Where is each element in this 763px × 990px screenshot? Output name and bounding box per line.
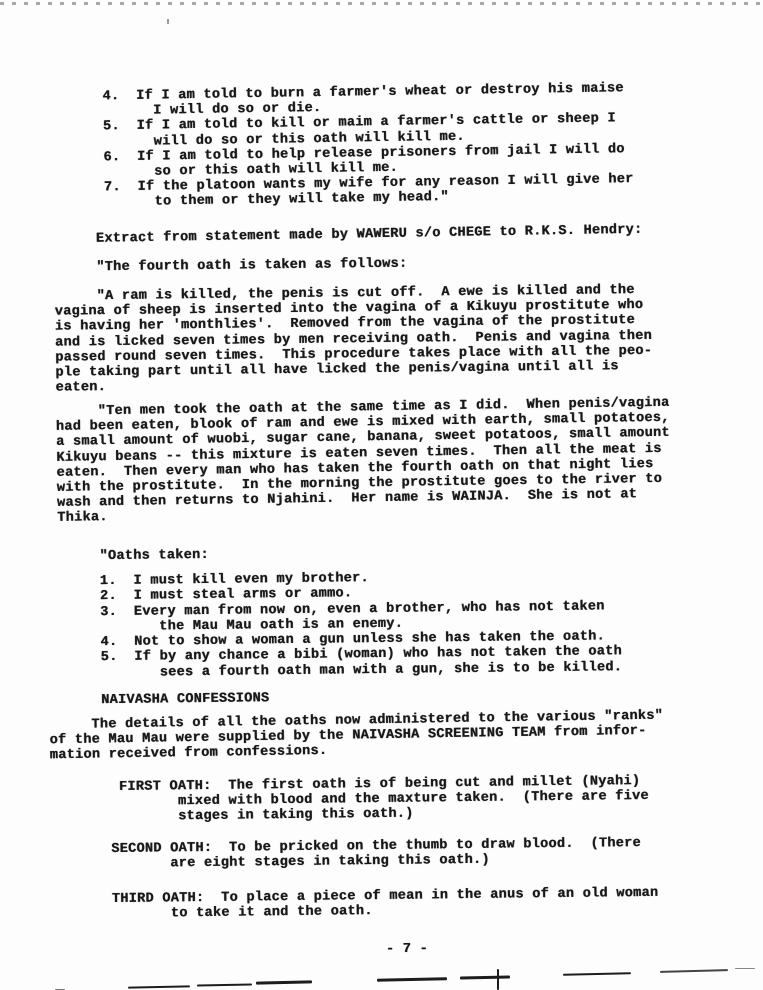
numbered-conditions-list: 4. If I am told to burn a farmer's wheat or destroy his maise I will do so or die. 5. If I am told to kill or maim a farmer's cattle or sheep I will do so or this oath will kill me. 6. If I am told to help release prisoners from jail I will do so or this oath will kill me. 7. If the platoon wants my wife for any reason I will give her to them or they will take my head." [52, 81, 634, 212]
scan-mark-vertical-tick [497, 969, 499, 990]
second-oath-entry: SECOND OATH: To be pricked on the thumb to draw blood. (There are eight stages in taking this oath.) [60, 836, 642, 873]
first-oath-entry: FIRST OATH: The first oath is of being cut and millet (Nyahi) mixed with blood and the maxture taken. (There are five stages in taking this oath.) [60, 773, 649, 826]
paragraph-ram-killed: "A ram is killed, the penis is cut off. A ewe is killed and the vagina of sheep is inserted into the vagina of a Kikuyu prostitute who is having her 'monthlies'. Removed from the vagina of the prostitute and is licked seven times by men receiving oath. Penis and vagina then passed round seven times. This procedure takes place with all the peo- ple taking part until all have licked the penis/vagina until all is eaten. [54, 283, 653, 396]
extract-attribution-line: Extract from statement made by WAWERU s/o CHEGE to R.K.S. Hendry: [53, 222, 643, 248]
page-number: - 7 - [385, 941, 429, 958]
naivasha-confessions-heading: NAIVASHA CONFESSIONS [59, 690, 270, 709]
scan-mark [256, 980, 312, 984]
paragraph-ten-men: "Ten men took the oath at the same time as I did. When penis/vagina had been eaten, blook of ram and ewe is mixed with earth, small potatoes, a small amount of wuobi, sugar cane, banana, sweet potatoos, small amount Kikuyu beans -- this mixture is eaten seven times. Then all the meat is eaten. Then every man who has taken the fourth oath on that night lies with the prostitute. In the morning the prostitute goes to the river to wash and then returns to Njahini. Her name is WAINJA. She is not at Thika. [55, 396, 671, 527]
scan-mark [735, 968, 755, 969]
page-content [49, 81, 756, 923]
naivasha-confessions-paragraph: The details of all the oaths now administered to the various "ranks" of the Mau Mau were supplied by the NAIVASHA SCREENING TEAM from infor- mation received from confessions. [49, 708, 664, 764]
fourth-oath-lead-line: "The fourth oath is taken as follows: [54, 256, 408, 276]
oaths-taken-list: 1. I must kill even my brother. 2. I must steal arms or ammo. 3. Every man from now on, even a brother, who has not taken the Mau Mau oath is an enemy. 4. Not to show a woman a gun unless she has taken the oath. 5. If by any chance a bibi (woman) who has not taken the oath sees a fourth oath man with a gun, she is to be killed. [57, 571, 623, 682]
scan-mark [563, 972, 631, 975]
scan-mark [377, 977, 447, 981]
scan-edge-dotted-line [0, 2, 763, 5]
third-oath-entry: THIRD OATH: To place a piece of mean in the anus of an old woman to take it and the oath. [61, 885, 659, 923]
oaths-taken-heading: "Oaths taken: [57, 547, 210, 565]
scan-speck [167, 19, 169, 24]
scan-mark [460, 975, 510, 979]
scan-mark [197, 983, 252, 986]
scan-mark [128, 985, 190, 988]
scan-mark [660, 969, 728, 973]
